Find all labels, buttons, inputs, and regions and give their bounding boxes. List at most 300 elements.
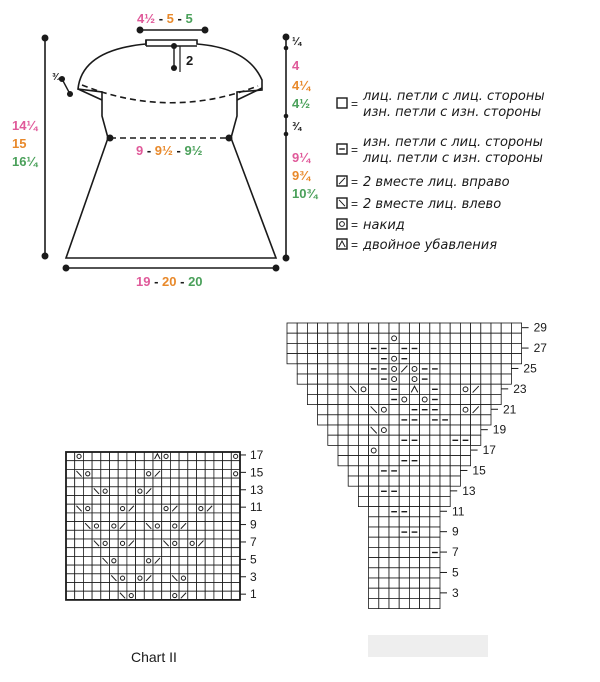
chart-cell [389,547,399,557]
chart-cell [188,513,197,522]
chart-cell [66,496,75,505]
chart-cell [399,598,409,608]
chart-cell [430,547,440,557]
chart-cell [409,507,419,517]
chart-cell [379,496,389,506]
chart-cell [231,539,240,548]
chart-cell [118,452,127,461]
neck-depth-label: 2 [186,53,194,68]
chart-cell [179,574,188,583]
chart-cell [450,384,460,394]
chart-cell [170,478,179,487]
chart-cell [101,556,110,565]
chart-cell [369,476,379,486]
chart-cell [460,333,470,343]
chart-cell [409,364,419,374]
chart-cell [420,547,430,557]
chart-cell [409,558,419,568]
chart-cell [127,504,136,513]
double-decrease-icon [337,239,347,249]
chart-cell [379,425,389,435]
chart-cell [162,530,171,539]
chart-ii-row-number: 1 [250,587,257,602]
legend-text: лиц. петли с лиц. стороны [363,89,545,104]
total-length-value: 16¼ [12,154,38,169]
chart-cell [66,591,75,600]
chart-cell [231,565,240,574]
chart-cell [450,435,460,445]
chart-cell [369,343,379,353]
chart-cell [170,496,179,505]
chart-cell [369,323,379,333]
chart-cell [92,487,101,496]
chart-cell [287,333,297,343]
chart-cell [338,364,348,374]
chart-cell [179,591,188,600]
chart-cell [430,578,440,588]
chart-cell [430,558,440,568]
chart-cell [170,452,179,461]
chart-cell [144,452,153,461]
chart-cell [420,364,430,374]
chart-cell [170,487,179,496]
chart-cell [101,574,110,583]
chart-cell [491,323,501,333]
chart-cell [430,405,440,415]
chart-cell [179,556,188,565]
chart-cell [348,405,358,415]
chart-cell [491,364,501,374]
chart-cell [358,323,368,333]
chart-cell [471,384,481,394]
chart-cell [231,452,240,461]
chart-cell [197,504,206,513]
chart-cell [307,394,317,404]
chart-cell [430,343,440,353]
chart-cell [399,507,409,517]
chart-cell [369,374,379,384]
chart-cell [471,323,481,333]
chart-cell [399,435,409,445]
chart-cell [231,478,240,487]
chart-cell [430,466,440,476]
chart-cell [389,425,399,435]
chart-cell [460,435,470,445]
chart-cell [162,461,171,470]
chart-cell [440,394,450,404]
chart-cell [205,565,214,574]
chart-cell [170,591,179,600]
chart-cell [328,364,338,374]
chart-cell [450,466,460,476]
total-length-value: 14¼ [12,118,38,133]
chart-cell [170,530,179,539]
chart-cell [170,556,179,565]
chart-cell [231,574,240,583]
chart-cell [318,343,328,353]
chart-cell [348,323,358,333]
chart-cell [214,565,223,574]
chart-cell [450,415,460,425]
chart-cell [197,487,206,496]
chart-cell [399,496,409,506]
chart-cell [144,530,153,539]
chart-cell [188,461,197,470]
chart-cell [399,415,409,425]
chart-cell [153,504,162,513]
chart-cell [328,333,338,343]
chart-cell [430,496,440,506]
chart-cell [162,496,171,505]
chart-cell [83,583,92,592]
chart-cell [197,452,206,461]
chart-cell [144,469,153,478]
chart-cell [369,394,379,404]
chart-cell [501,343,511,353]
chart-cell [420,527,430,537]
chart-cell [420,445,430,455]
chart-cell [358,394,368,404]
chart-cell [348,456,358,466]
chart-cell [297,354,307,364]
chart-cell [379,588,389,598]
chart-cell [440,496,450,506]
chart-cell [162,522,171,531]
chart-cell [83,530,92,539]
purl-symbol-icon [337,144,347,154]
chart-cell [214,452,223,461]
chart-cell [338,333,348,343]
smudge [368,635,488,657]
chart-cell [328,354,338,364]
chart-cell [328,425,338,435]
chart-cell [153,548,162,557]
chart-cell [338,323,348,333]
chart-cell [430,374,440,384]
chart-cell [369,527,379,537]
chart-cell [440,466,450,476]
chart-cell [440,445,450,455]
chart-cell [399,537,409,547]
chart-cell [223,452,232,461]
chart-cell [223,513,232,522]
chart-cell [409,445,419,455]
chart-cell [460,445,470,455]
chart-cell [471,435,481,445]
legend-item [337,89,545,120]
chart-cell [420,425,430,435]
chart-cell [430,364,440,374]
legend-item [337,218,405,233]
side-length-value: 4½ [292,96,311,111]
chart-cell [223,496,232,505]
svg-text:=: = [351,175,359,189]
chart-cell [153,556,162,565]
chart-cell [460,374,470,384]
chart-cell [348,333,358,343]
chart-cell [92,548,101,557]
chart-cell [389,558,399,568]
chart-cell [188,530,197,539]
chart-cell [162,548,171,557]
chart-cell [170,513,179,522]
chart-cell [127,556,136,565]
chart-cell [153,565,162,574]
chart-cell [110,452,119,461]
chart-cell [420,517,430,527]
chart-cell [118,548,127,557]
chart-cell [144,504,153,513]
chart-cell [66,565,75,574]
chart-cell [501,333,511,343]
chart-cell [127,478,136,487]
chart-cell [338,394,348,404]
chart-i-row-number: 29 [533,320,547,335]
chart-cell [75,591,84,600]
chart-cell [358,435,368,445]
chart-cell [75,513,84,522]
chart-cell [511,354,521,364]
chart-cell [118,496,127,505]
chart-cell [399,405,409,415]
chart-cell [188,565,197,574]
chart-ii-row-number: 7 [250,534,257,549]
chart-cell [136,556,145,565]
chart-cell [197,583,206,592]
chart-cell [179,565,188,574]
chart-cell [92,574,101,583]
chart-cell [144,496,153,505]
chart-cell [75,539,84,548]
chart-i-row-number: 17 [482,443,496,458]
chart-i-row-number: 3 [452,585,459,600]
chart-cell [430,456,440,466]
chart-cell [389,527,399,537]
chart-cell [287,343,297,353]
legend-text: 2 вместе лиц. вправо [363,175,510,190]
chart-cell [101,513,110,522]
chart-cell [430,425,440,435]
chart-cell [399,364,409,374]
chart-cell [188,539,197,548]
side-length-value: ¼ [292,36,302,48]
chart-cell [92,513,101,522]
legend-text: изн. петли с лиц. стороны [363,135,543,150]
chart-cell [144,461,153,470]
chart-cell [338,354,348,364]
chart-cell [420,496,430,506]
chart-cell [179,539,188,548]
chart-cell [170,469,179,478]
chart-cell [101,496,110,505]
chart-cell [136,504,145,513]
knit-symbol-icon [337,98,347,108]
chart-cell [348,445,358,455]
chart-cell [369,486,379,496]
chart-cell [379,456,389,466]
chart-cell [118,556,127,565]
chart-cell [214,556,223,565]
chart-cell [440,405,450,415]
chart-cell [110,513,119,522]
chart-cell [430,354,440,364]
chart-cell [409,588,419,598]
legend-item [337,238,497,253]
chart-cell [430,598,440,608]
chart-cell [223,591,232,600]
chart-cell [179,522,188,531]
chart-cell [481,343,491,353]
chart-cell [127,469,136,478]
chart-cell [118,522,127,531]
chart-cell [440,425,450,435]
chart-cell [409,476,419,486]
chart-cell [369,568,379,578]
chart-cell [399,527,409,537]
chart-cell [430,445,440,455]
chart-cell [389,374,399,384]
chart-cell [409,537,419,547]
chart-cell [409,568,419,578]
chart-cell [110,530,119,539]
chart-cell [223,487,232,496]
chart-cell [420,415,430,425]
chart-cell [450,354,460,364]
chart-cell [136,574,145,583]
chart-cell [110,487,119,496]
chart-cell [92,583,101,592]
chart-cell [179,452,188,461]
chart-cell [83,556,92,565]
chart-cell [369,517,379,527]
chart-cell [197,513,206,522]
legend-text: накид [363,218,405,233]
chart-cell [101,478,110,487]
chart-cell [214,548,223,557]
chart-cell [307,374,317,384]
chart-cell [127,522,136,531]
chart-cell [66,583,75,592]
chart-cell [223,530,232,539]
chart-cell [162,452,171,461]
chart-cell [127,461,136,470]
chart-cell [389,476,399,486]
chart-cell [491,384,501,394]
chart-cell [348,476,358,486]
chart-cell [328,435,338,445]
total-length-labels [12,118,38,169]
chart-cell [481,323,491,333]
chart-cell [179,469,188,478]
chart-cell [153,469,162,478]
chart-cell [297,323,307,333]
chart-cell [471,343,481,353]
chart-cell [379,527,389,537]
k2tog-left-icon [337,198,347,208]
chart-cell [440,364,450,374]
chart-cell [358,354,368,364]
chart-cell [110,556,119,565]
chart-i-row-number: 5 [452,565,459,580]
chart-cell [358,343,368,353]
chart-cell [420,354,430,364]
chart-cell [118,591,127,600]
chart-cell [420,374,430,384]
chart-cell [144,513,153,522]
chart-cell [170,574,179,583]
chart-cell [136,469,145,478]
chart-cell [501,364,511,374]
chart-cell [136,487,145,496]
chart-cell [188,574,197,583]
chart-cell [66,522,75,531]
chart-cell [223,539,232,548]
chart-cell [440,333,450,343]
legend-item [337,135,543,166]
chart-cell [348,384,358,394]
chart-cell [205,556,214,565]
chart-cell [223,556,232,565]
chart-cell [231,469,240,478]
chart-i-row-number: 13 [462,483,476,498]
chart-cell [440,323,450,333]
chart-cell [399,547,409,557]
chart-cell [358,384,368,394]
chart-cell [118,565,127,574]
svg-text:=: = [351,143,359,157]
chart-cell [420,568,430,578]
chart-cell [75,574,84,583]
chart-cell [127,539,136,548]
chart-cell [379,568,389,578]
chart-cell [287,354,297,364]
chart-cell [450,333,460,343]
chart-cell [379,598,389,608]
chart-cell [430,568,440,578]
side-length-labels [292,36,318,201]
chart-cell [389,364,399,374]
chart-cell [83,504,92,513]
chart-cell [66,478,75,487]
chart-cell [430,537,440,547]
chart-cell [450,445,460,455]
legend-text: двойное убавления [363,238,498,253]
chart-cell [389,598,399,608]
chart-cell [389,394,399,404]
chart-cell [162,583,171,592]
chart-cell [136,539,145,548]
chart-cell [214,574,223,583]
chart-cell [369,558,379,568]
chart-cell [118,583,127,592]
chart-cell [389,517,399,527]
chart-cell [338,405,348,415]
chart-cell [389,496,399,506]
chart-cell [389,323,399,333]
chart-cell [170,565,179,574]
chart-cell [127,583,136,592]
chart-cell [197,556,206,565]
chart-cell [430,384,440,394]
chart-cell [501,374,511,384]
chart-i [287,321,547,609]
chart-cell [101,539,110,548]
chart-cell [162,556,171,565]
chart-cell [420,435,430,445]
chart-cell [399,425,409,435]
chart-cell [379,323,389,333]
chart-cell [214,469,223,478]
